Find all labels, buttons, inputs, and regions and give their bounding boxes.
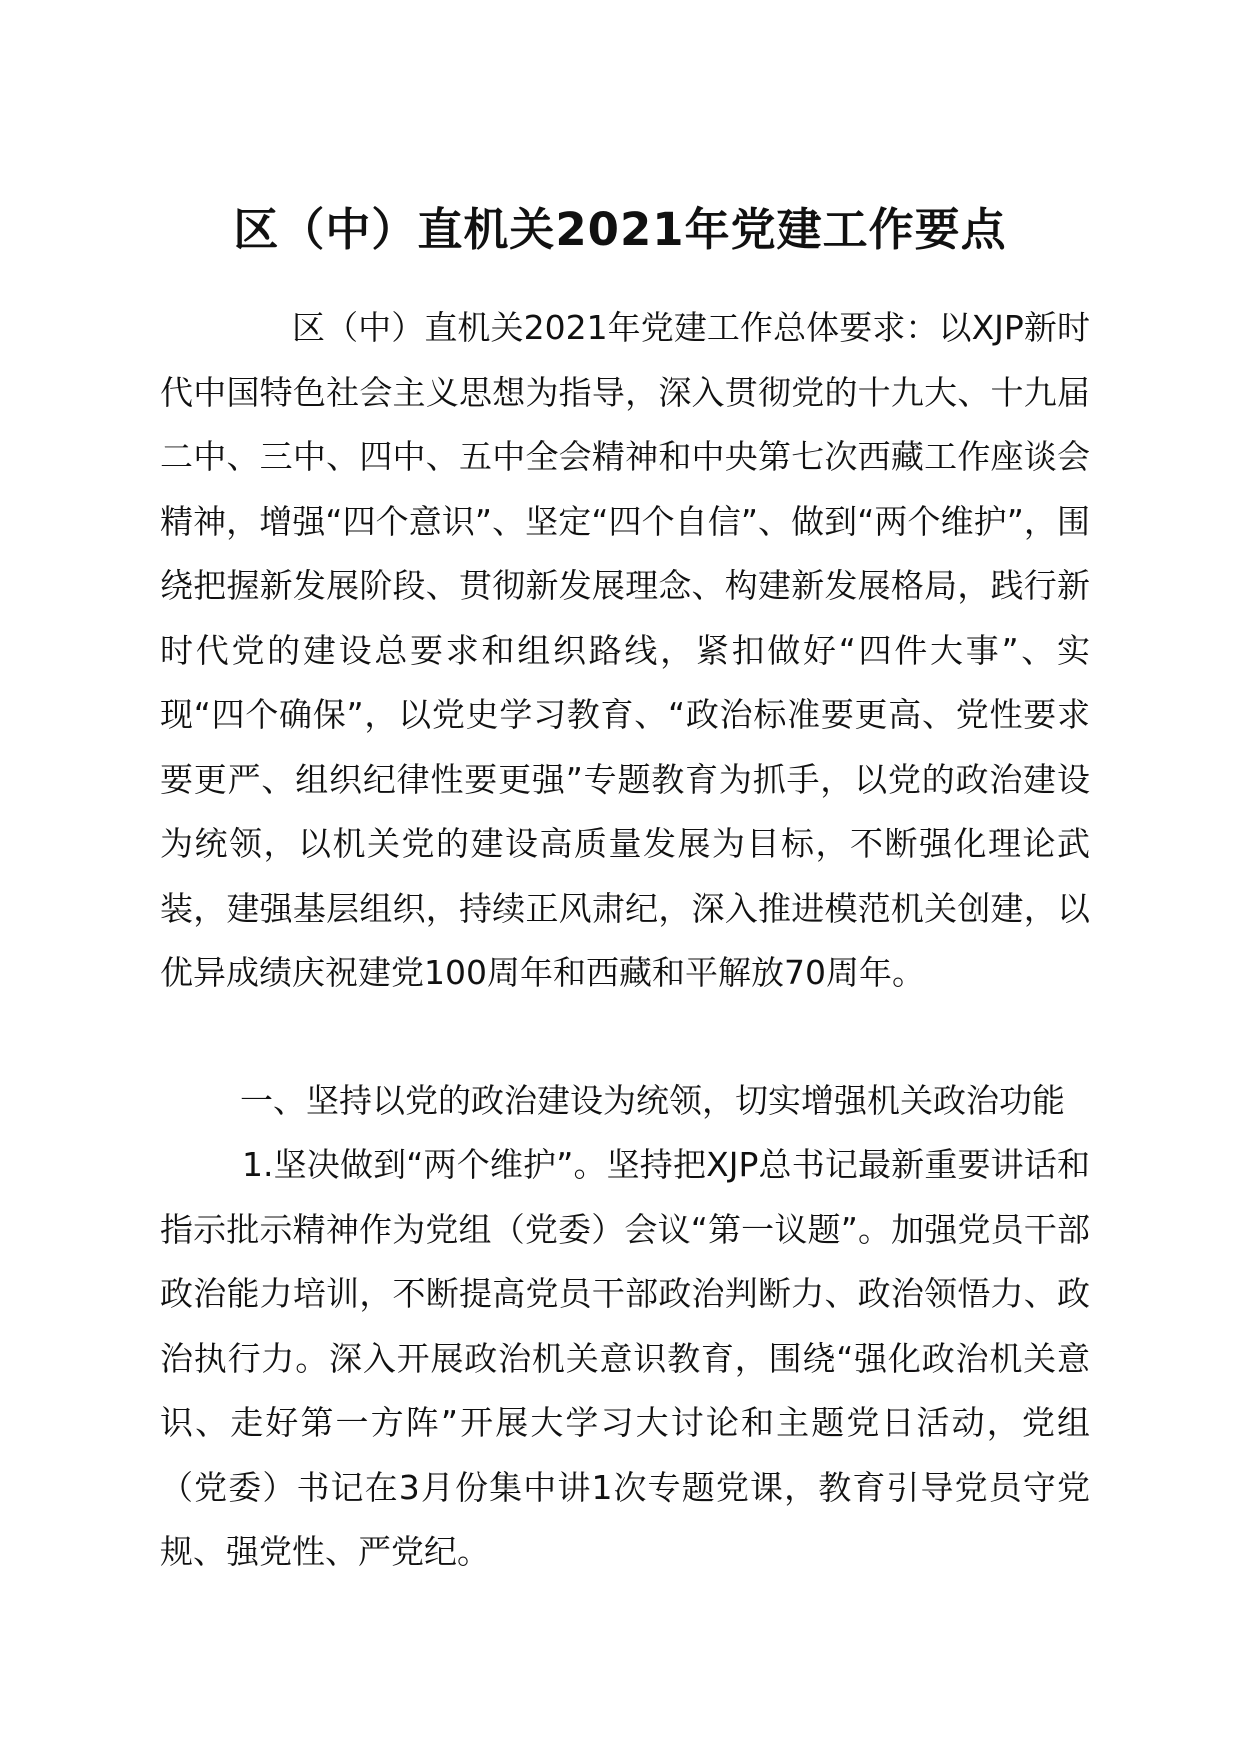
item-paragraph: 1.坚决做到“两个维护”。坚持把XJP总书记最新重要讲话和指示批示精神作为党组（党委）会议“第一议题”。加强党员干部政治能力培训，不断提高党员干部政治判断力、政治领悟力、政治执行力。深入开展政治机关意识教育，围绕“强化政治机关意识、走好第一方阵”开展大学习大讨论和主题党日活动，党组（党委）书记在3月份集中讲1次专题党课，教育引导党员守党规、强党性、严党纪。: [160, 1145, 1090, 1571]
intro-paragraph: 区（中）直机关2021年党建工作总体要求：以XJP新时代中国特色社会主义思想为指导，深入贯彻党的十九大、十九届二中、三中、四中、五中全会精神和中央第七次西藏工作座谈会精神，增强“四个意识”、坚定“四个自信”、做到“两个维护”，围绕把握新发展阶段、贯彻新发展理念、构建新发展格局，践行新时代党的建设总要求和组织路线，紧扣做好“四件大事”、实现“四个确保”，以党史学习教育、“政治标准要更高、党性要求要更严、组织纪律性要更强”专题教育为抓手，以党的政治建设为统领，以机关党的建设高质量发展为目标，不断强化理论武装，建强基层组织，持续正风肃纪，深入推进模范机关创建，以优异成绩庆祝建党100周年和西藏和平解放70周年。: [160, 308, 1090, 992]
document-title: 区（中）直机关2021年党建工作要点: [233, 203, 1007, 256]
section-heading: 一、坚持以党的政治建设为统领，切实增强机关政治功能: [240, 1081, 1065, 1120]
